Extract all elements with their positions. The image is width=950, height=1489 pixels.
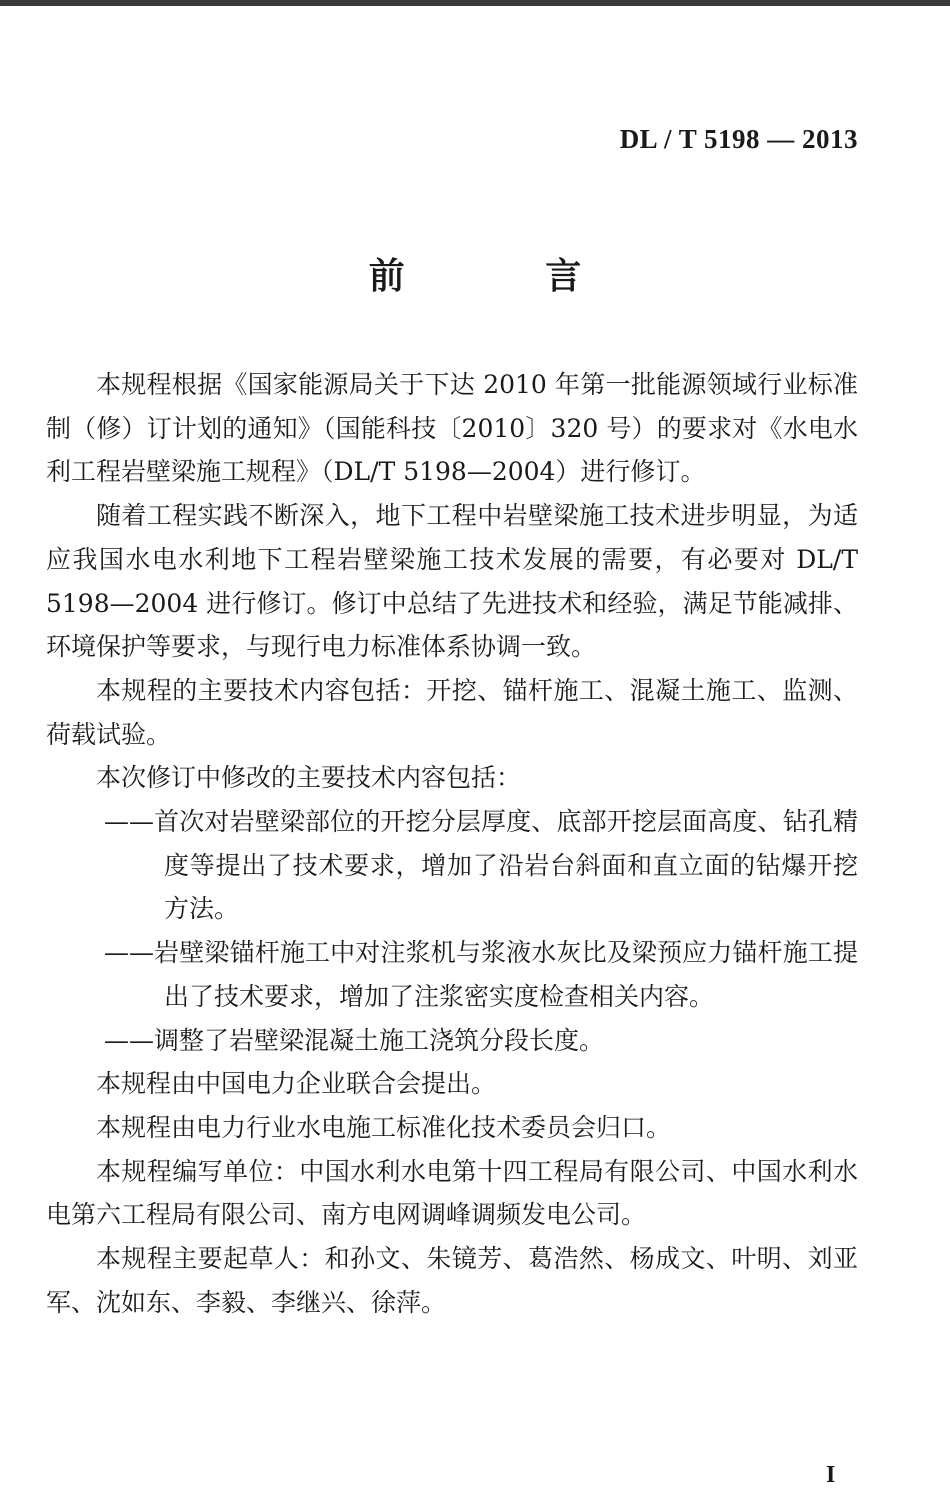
revision-item-concrete: ——调整了岩壁梁混凝土施工浇筑分段长度。 [104, 1025, 605, 1055]
paragraph-proposer: 本规程由中国电力企业联合会提出。 [96, 1069, 497, 1099]
paragraph-main-content: 本规程的主要技术内容包括：开挖、锚杆施工、混凝土施工、监测、荷载试验。 [46, 675, 858, 749]
paragraph-background: 随着工程实践不断深入，地下工程中岩壁梁施工技术进步明显，为适应我国水电水利地下工程岩壁梁施工技术发展的需要，有必要对 DL/T 5198—2004 进行修订。修订中总结了先进技术和经验，满足节能减排、环境保护等要求，与现行电力标准体系协调一致。 [46, 501, 858, 662]
paragraph-administrator: 本规程由电力行业水电施工标准化技术委员会归口。 [96, 1112, 672, 1142]
paragraph-basis: 本规程根据《国家能源局关于下达 2010 年第一批能源领域行业标准制（修）订计划的通知》（国能科技〔2010〕320 号）的要求对《水电水利工程岩壁梁施工规程》（DL/T 5198—2004）进行修订。 [46, 370, 858, 487]
paragraph-revision-intro: 本次修订中修改的主要技术内容包括： [96, 763, 522, 793]
revision-item-excavation: ——首次对岩壁梁部位的开挖分层厚度、底部开挖层面高度、钻孔精度等提出了技术要求，增加了沿岩台斜面和直立面的钻爆开挖方法。 [104, 807, 858, 924]
top-border [0, 0, 950, 6]
revision-item-anchor: ——岩壁梁锚杆施工中对注浆机与浆液水灰比及梁预应力锚杆施工提出了技术要求，增加了注浆密实度检查相关内容。 [104, 938, 858, 1011]
standard-code: DL / T 5198 — 2013 [619, 124, 858, 154]
document-body [46, 363, 858, 1324]
page-title: 前 言 [368, 255, 646, 297]
paragraph-drafters: 本规程主要起草人：和孙文、朱镜芳、葛浩然、杨成文、叶明、刘亚军、沈如东、李毅、李继兴、徐萍。 [46, 1244, 858, 1317]
page-number: I [826, 1462, 836, 1488]
paragraph-drafting-units: 本规程编写单位：中国水利水电第十四工程局有限公司、中国水利水电第六工程局有限公司、南方电网调峰调频发电公司。 [46, 1156, 858, 1230]
